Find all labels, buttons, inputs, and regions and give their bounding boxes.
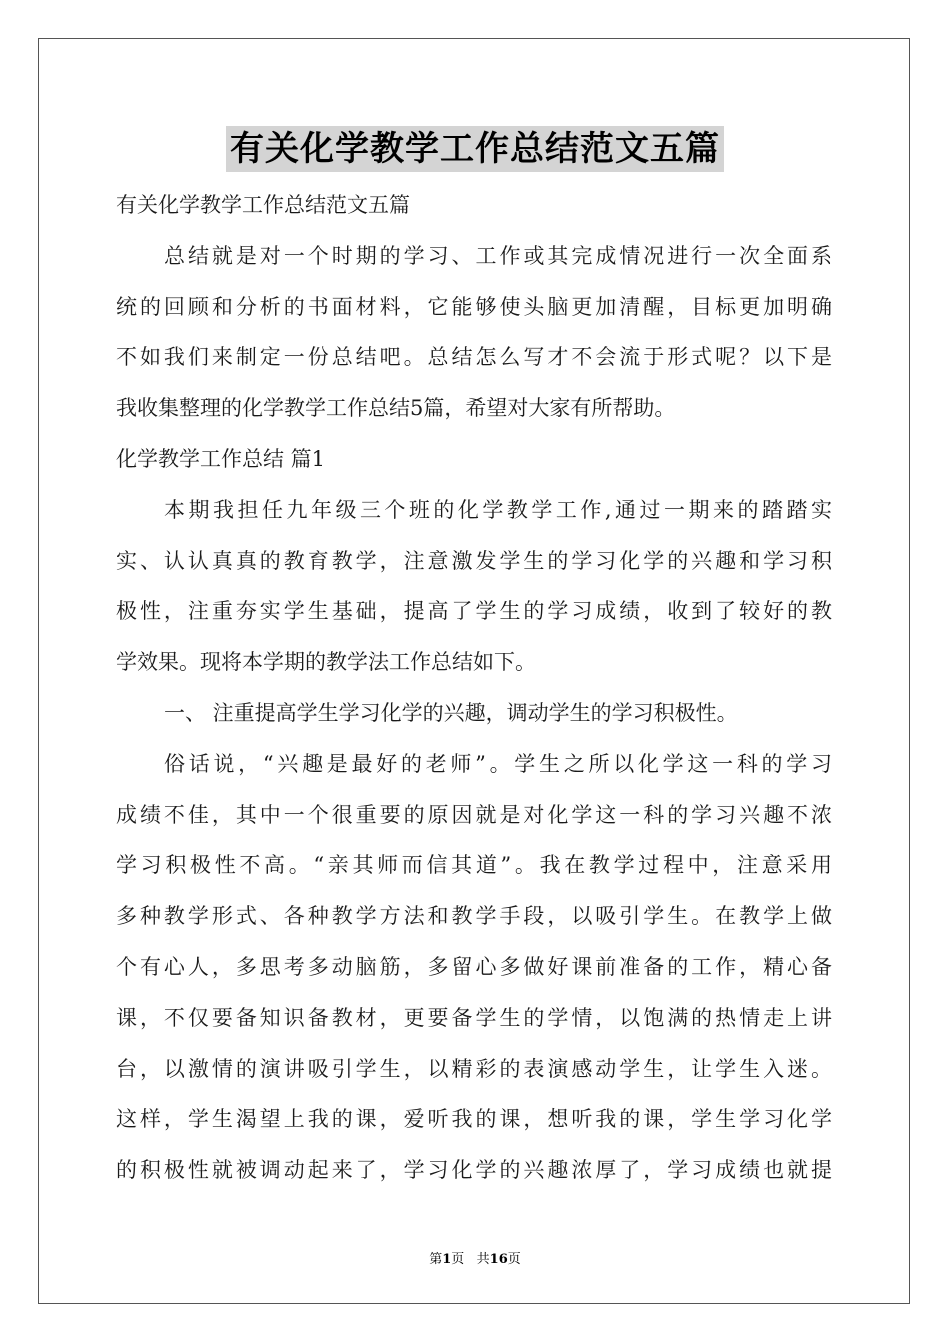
page-number-prefix: 第 (429, 1252, 443, 1267)
paragraph-line: 学习积极性不高。“亲其师而信其道”。我在教学过程中，注意采用 (116, 853, 832, 878)
document-title: 有关化学教学工作总结范文五篇 (226, 126, 724, 172)
paragraph-line: 本期我担任九年级三个班的化学教学工作,通过一期来的踏踏实 (164, 497, 832, 522)
document-body (116, 180, 832, 1196)
paragraph-line: 个有心人，多思考多动脑筋，多留心多做好课前准备的工作，精心备 (116, 954, 832, 979)
paragraph-line: 台，以激情的演讲吸引学生，以精彩的表演感动学生，让学生入迷。 (116, 1056, 832, 1081)
paragraph-line: 这样，学生渴望上我的课，爱听我的课，想听我的课，学生学习化学 (116, 1107, 832, 1132)
paragraph-line: 学效果。现将本学期的教学法工作总结如下。 (116, 650, 536, 675)
paragraph-line: 极性，注重夯实学生基础，提高了学生的学习成绩，收到了较好的教 (116, 599, 832, 624)
paragraph-line: 不如我们来制定一份总结吧。总结怎么写才不会流于形式呢？以下是 (116, 345, 832, 370)
subsection-heading: 一、 注重提高学生学习化学的兴趣，调动学生的学习积极性。 (164, 700, 738, 725)
paragraph-line: 实、认认真真的教育教学，注意激发学生的学习化学的兴趣和学习积 (116, 548, 832, 573)
page-number-suffix: 页 (507, 1252, 521, 1267)
paragraph-line: 统的回顾和分析的书面材料，它能够使头脑更加清醒，目标更加明确 (116, 294, 832, 319)
paragraph-line: 成绩不佳，其中一个很重要的原因就是对化学这一科的学习兴趣不浓 (116, 802, 832, 827)
paragraph-line: 总结就是对一个时期的学习、工作或其完成情况进行一次全面系 (164, 243, 832, 268)
section-heading: 化学教学工作总结 篇1 (116, 446, 326, 471)
paragraph-line: 俗话说，“兴趣是最好的老师”。学生之所以化学这一科的学习 (164, 751, 832, 776)
paragraph-line: 多种教学形式、各种教学方法和教学手段，以吸引学生。在教学上做 (116, 904, 832, 929)
title-container (0, 126, 950, 172)
current-page-number: 1 (442, 1252, 452, 1267)
page-footer (0, 1248, 950, 1267)
paragraph-line: 的积极性就被调动起来了，学习化学的兴趣浓厚了，学习成绩也就提 (116, 1158, 832, 1183)
paragraph-line: 我收集整理的化学教学工作总结5篇，希望对大家有所帮助。 (116, 396, 676, 421)
page-number-middle: 页 共 (451, 1252, 490, 1267)
subtitle-line: 有关化学教学工作总结范文五篇 (116, 193, 410, 217)
total-page-count: 16 (489, 1252, 508, 1267)
paragraph-line: 课，不仅要备知识备教材，更要备学生的学情，以饱满的热情走上讲 (116, 1005, 832, 1030)
